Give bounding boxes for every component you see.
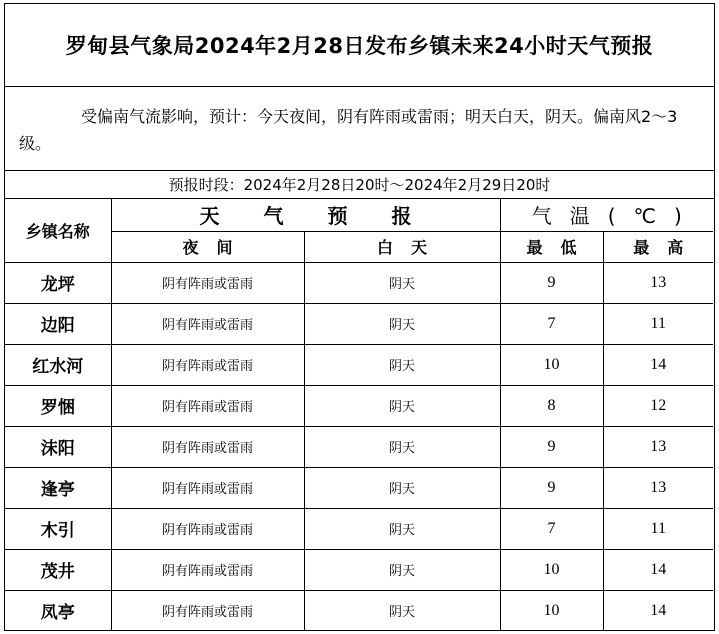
town-name: 红水河 (5, 344, 111, 385)
town-name: 罗悃 (5, 385, 111, 426)
day-weather: 阴天 (304, 385, 500, 426)
header-day: 白天 (304, 231, 500, 262)
night-weather: 阴有阵雨或雷雨 (111, 262, 304, 303)
town-name: 木引 (5, 508, 111, 549)
min-temp: 10 (500, 344, 603, 385)
town-name: 茂井 (5, 549, 111, 590)
day-weather: 阴天 (304, 344, 500, 385)
min-temp: 8 (500, 385, 603, 426)
table-row (5, 590, 713, 631)
table-row (5, 549, 713, 590)
min-temp: 9 (500, 262, 603, 303)
day-weather: 阴天 (304, 467, 500, 508)
header-max: 最高 (603, 231, 713, 262)
night-weather: 阴有阵雨或雷雨 (111, 508, 304, 549)
day-weather: 阴天 (304, 549, 500, 590)
max-temp: 14 (603, 590, 713, 631)
forecast-sheet (4, 3, 715, 631)
night-weather: 阴有阵雨或雷雨 (111, 467, 304, 508)
header-weather: 天气预报 (111, 199, 500, 231)
header-temperature: 气温(℃) (500, 199, 713, 231)
min-temp: 10 (500, 549, 603, 590)
header-min: 最低 (500, 231, 603, 262)
table-row (5, 467, 713, 508)
max-temp: 13 (603, 467, 713, 508)
day-weather: 阴天 (304, 590, 500, 631)
town-name: 凤亭 (5, 590, 111, 631)
max-temp: 13 (603, 426, 713, 467)
town-name: 沫阳 (5, 426, 111, 467)
night-weather: 阴有阵雨或雷雨 (111, 303, 304, 344)
day-weather: 阴天 (304, 508, 500, 549)
min-temp: 7 (500, 303, 603, 344)
page-title: 罗甸县气象局2024年2月28日发布乡镇未来24小时天气预报 (5, 4, 714, 87)
max-temp: 14 (603, 549, 713, 590)
table-row (5, 385, 713, 426)
max-temp: 13 (603, 262, 713, 303)
forecast-summary: 受偏南气流影响，预计：今天夜间，阴有阵雨或雷雨；明天白天，阴天。偏南风2～3级。 (5, 87, 714, 171)
night-weather: 阴有阵雨或雷雨 (111, 549, 304, 590)
town-name: 逢亭 (5, 467, 111, 508)
table-row (5, 344, 713, 385)
town-name: 龙坪 (5, 262, 111, 303)
header-town: 乡镇名称 (5, 199, 111, 262)
night-weather: 阴有阵雨或雷雨 (111, 590, 304, 631)
table-row (5, 508, 713, 549)
max-temp: 12 (603, 385, 713, 426)
table-row (5, 303, 713, 344)
forecast-period: 预报时段：2024年2月28日20时～2024年2月29日20时 (5, 171, 714, 199)
day-weather: 阴天 (304, 303, 500, 344)
min-temp: 9 (500, 467, 603, 508)
night-weather: 阴有阵雨或雷雨 (111, 344, 304, 385)
max-temp: 11 (603, 508, 713, 549)
town-name: 边阳 (5, 303, 111, 344)
day-weather: 阴天 (304, 426, 500, 467)
max-temp: 14 (603, 344, 713, 385)
forecast-table (5, 199, 713, 631)
table-row (5, 262, 713, 303)
min-temp: 7 (500, 508, 603, 549)
min-temp: 10 (500, 590, 603, 631)
header-night: 夜间 (111, 231, 304, 262)
night-weather: 阴有阵雨或雷雨 (111, 385, 304, 426)
min-temp: 9 (500, 426, 603, 467)
day-weather: 阴天 (304, 262, 500, 303)
night-weather: 阴有阵雨或雷雨 (111, 426, 304, 467)
max-temp: 11 (603, 303, 713, 344)
table-row (5, 426, 713, 467)
